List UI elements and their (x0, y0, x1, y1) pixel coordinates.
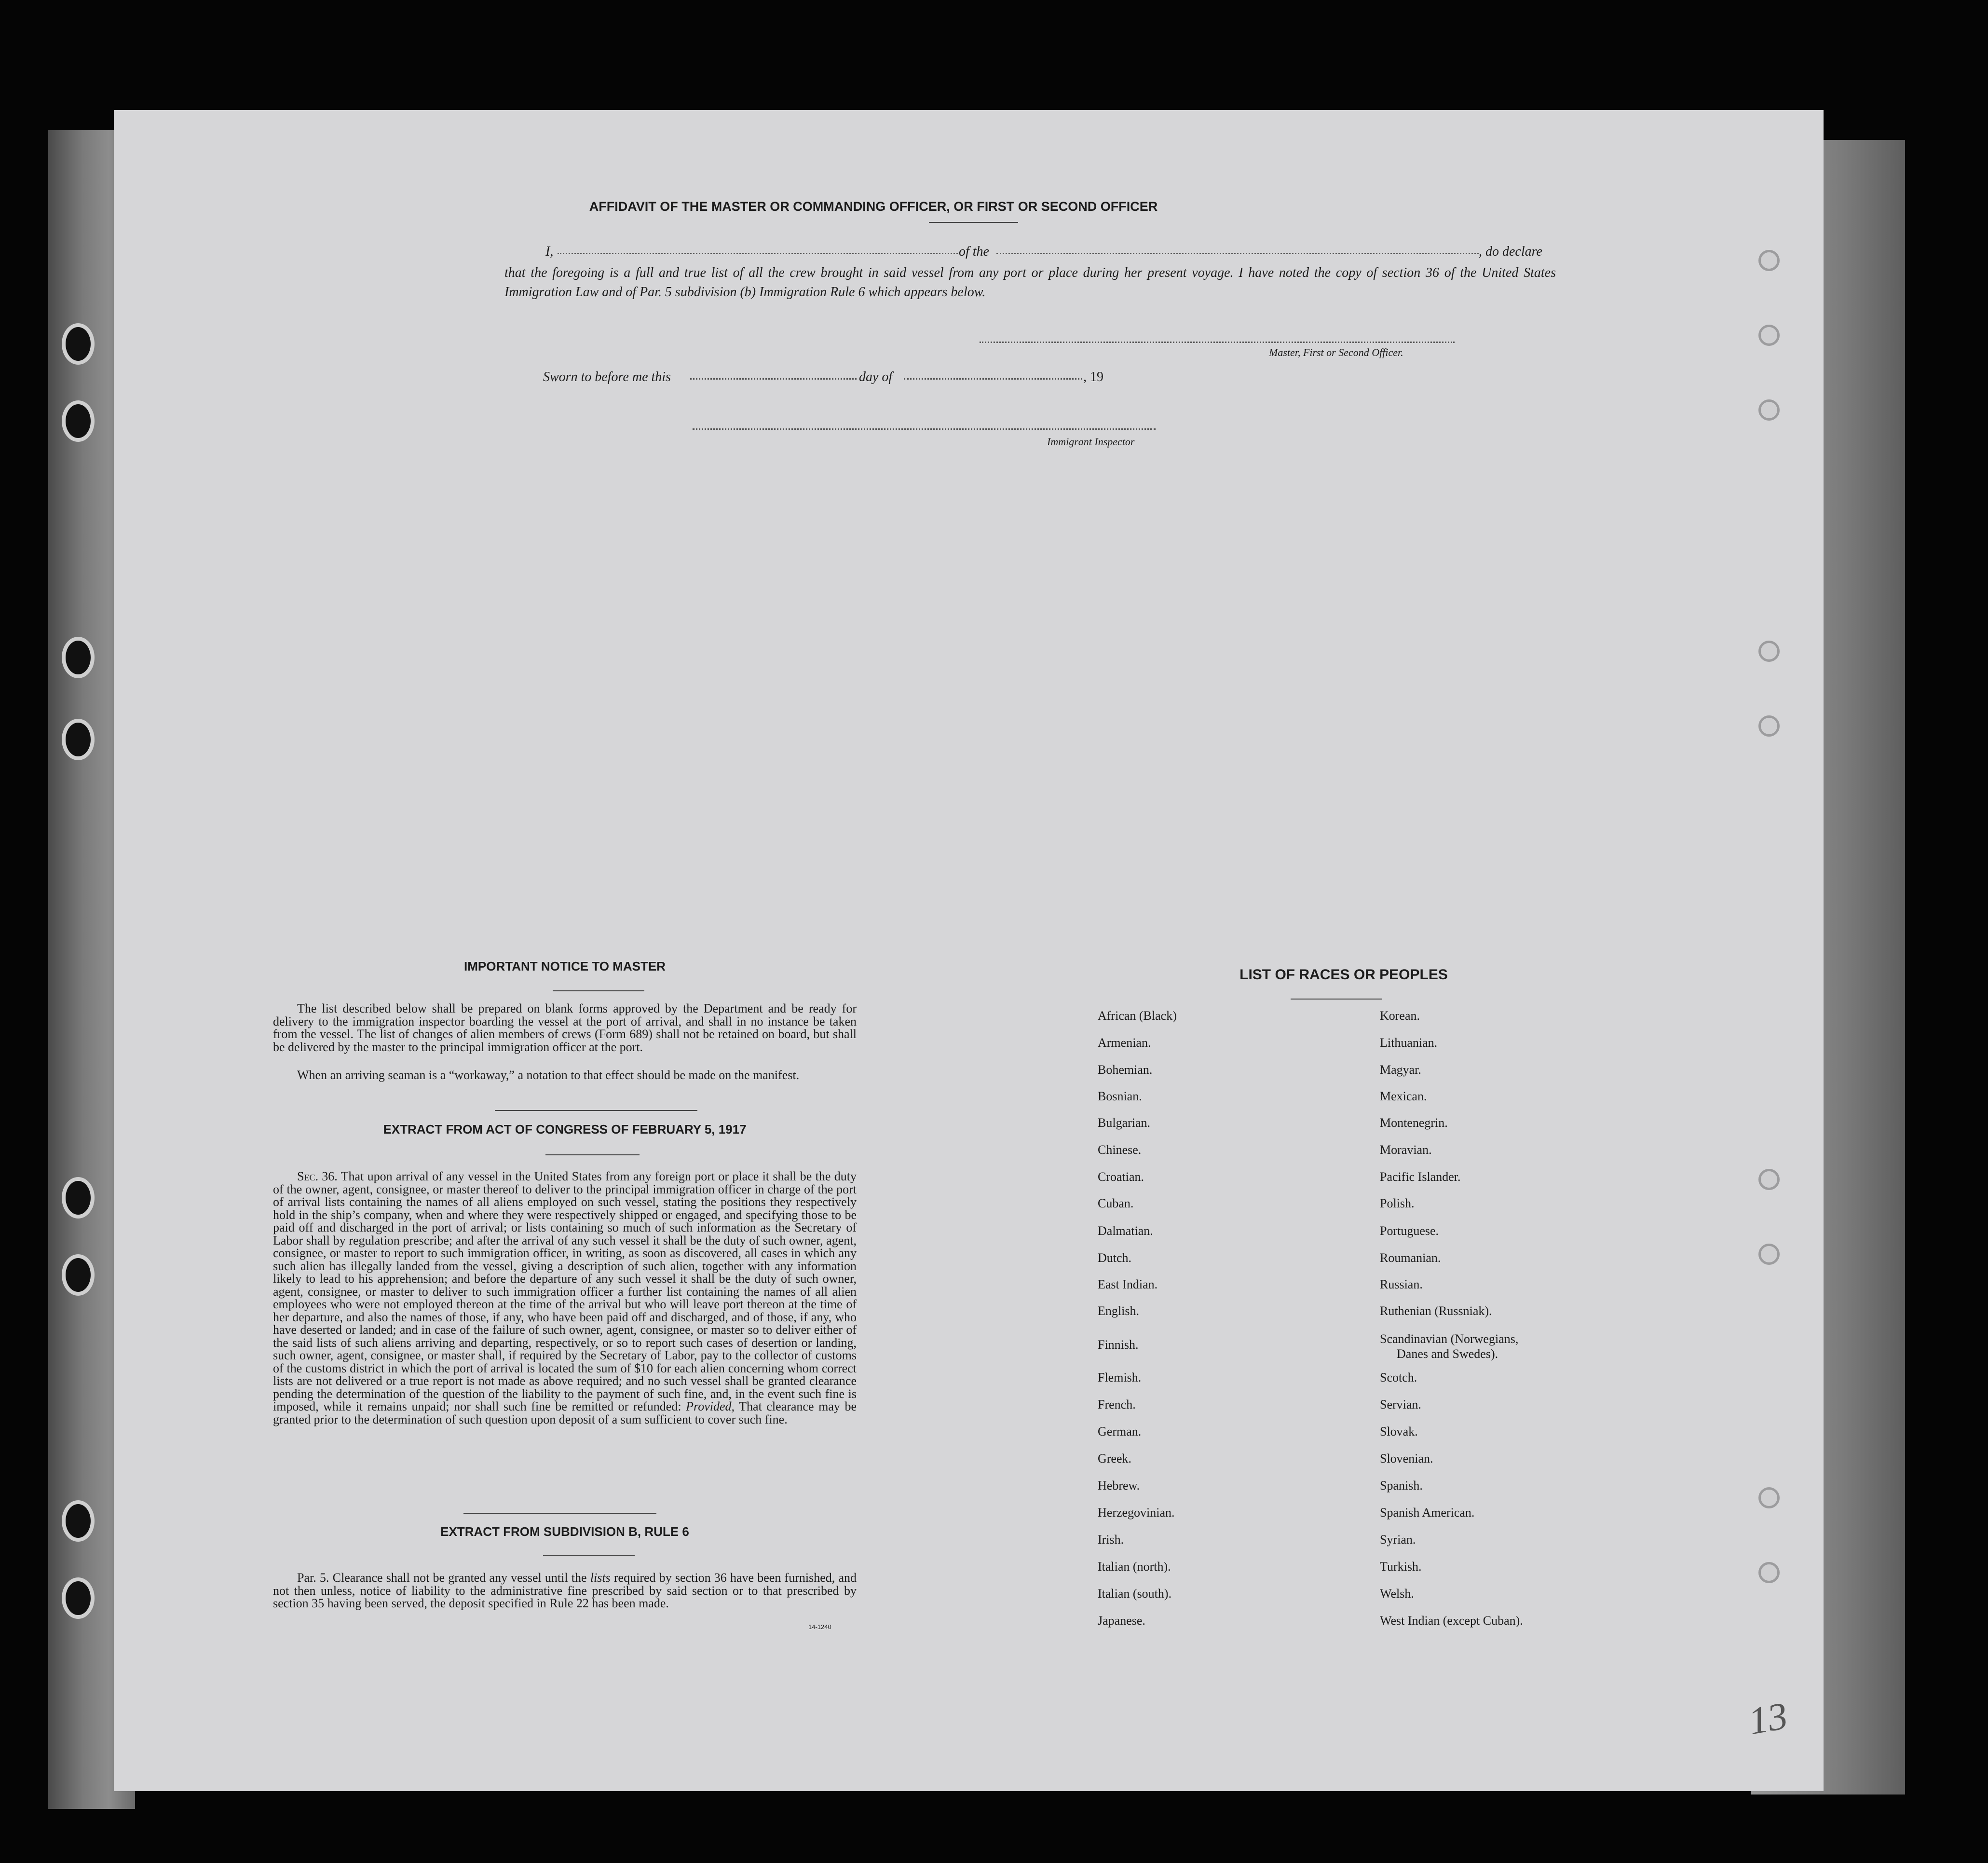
punch-hole (1758, 1562, 1780, 1583)
race-item: Servian. (1380, 1397, 1421, 1411)
notice-paragraph (273, 1002, 857, 1054)
punch-hole (1758, 399, 1780, 421)
divider (1291, 999, 1382, 1000)
race-item: Scotch. (1380, 1370, 1417, 1384)
race-item: Syrian. (1380, 1533, 1416, 1547)
margin-note: 13 (1745, 1694, 1791, 1743)
race-item: French. (1098, 1397, 1136, 1411)
sworn-day-field[interactable] (690, 378, 857, 380)
race-item: Slovenian. (1380, 1452, 1433, 1466)
race-item: Roumanian. (1380, 1251, 1441, 1265)
race-item: Magyar. (1380, 1063, 1421, 1077)
master-caption: Master, First or Second Officer. (1269, 346, 1403, 358)
punch-hole (1758, 325, 1780, 346)
race-item: Dalmatian. (1098, 1224, 1153, 1238)
race-item: Cuban. (1098, 1196, 1134, 1210)
race-item: Finnish. (1098, 1338, 1139, 1352)
race-item: African (Black) (1098, 1009, 1177, 1023)
rule-text-b: required by section 36 have been furnished, and not then unless, notice of liability to the administrative fine prescribed by said section or to that prescribed by section 35 having been served, the deposit specified in Rule 22 has been made. (273, 1571, 857, 1610)
binder-hole (62, 637, 95, 678)
race-item: Italian (north). (1098, 1560, 1171, 1574)
race-item: Italian (south). (1098, 1587, 1172, 1601)
year-label: , 19 (1083, 370, 1103, 384)
inspector-caption: Immigrant Inspector (1047, 436, 1135, 448)
of-the-label: of the (959, 244, 989, 259)
affiant-name-field[interactable] (558, 253, 958, 254)
race-item: West Indian (except Cuban). (1380, 1614, 1523, 1628)
punch-hole (1758, 1169, 1780, 1190)
race-item: Japanese. (1098, 1614, 1145, 1628)
binder-hole (62, 1500, 95, 1542)
race-item: Russian. (1380, 1277, 1423, 1291)
divider (463, 1513, 656, 1514)
race-item: Herzegovinian. (1098, 1506, 1175, 1520)
affidavit-body: that the foregoing is a full and true list of all the crew brought in said vessel from any port or place during her present voyage. I have noted the copy of section 36 of the United States Immigration Law and of Par. 5 subdivision (b) Immigration Rule 6 which appears below. (504, 265, 1556, 300)
race-item: Turkish. (1380, 1560, 1422, 1574)
race-item: German. (1098, 1425, 1142, 1438)
race-item: Chinese. (1098, 1143, 1142, 1157)
master-signature-field[interactable] (980, 342, 1455, 343)
race-item: Moravian. (1380, 1143, 1432, 1157)
race-item: Ruthenian (Russniak). (1380, 1304, 1492, 1318)
affidavit-title: AFFIDAVIT OF THE MASTER OR COMMANDING OFFICER, OR FIRST OR SECOND OFFICER (589, 199, 1158, 214)
punch-hole (1758, 1244, 1780, 1265)
notice-text-2: When an arriving seaman is a “workaway,” a notation to that effect should be made on the manifest. (297, 1068, 800, 1082)
divider (553, 990, 644, 991)
inspector-signature-field[interactable] (693, 428, 1156, 430)
race-item: Flemish. (1098, 1370, 1142, 1384)
divider (929, 222, 1018, 223)
day-of-label: day of (859, 370, 893, 384)
race-item: Mexican. (1380, 1089, 1427, 1103)
punch-hole (1758, 250, 1780, 271)
sworn-label: Sworn to before me this (543, 370, 671, 384)
print-code: 14-1240 (808, 1623, 831, 1630)
race-item: Scandinavian (Norwegians, (1380, 1332, 1519, 1346)
rule-extract-title: EXTRACT FROM SUBDIVISION B, RULE 6 (440, 1524, 689, 1539)
act-extract-title: EXTRACT FROM ACT OF CONGRESS OF FEBRUARY 5, 1917 (383, 1122, 747, 1137)
race-item: Bulgarian. (1098, 1116, 1151, 1130)
binder-hole (62, 1577, 95, 1619)
race-item: Slovak. (1380, 1425, 1418, 1438)
race-item: Armenian. (1098, 1036, 1151, 1050)
race-item: Portuguese. (1380, 1224, 1439, 1238)
race-item: Irish. (1098, 1533, 1124, 1547)
race-item: Lithuanian. (1380, 1036, 1438, 1050)
races-title: LIST OF RACES OR PEOPLES (1239, 967, 1448, 983)
race-item: Greek. (1098, 1452, 1132, 1466)
notice-title: IMPORTANT NOTICE TO MASTER (464, 959, 666, 973)
race-item: Bohemian. (1098, 1063, 1153, 1077)
lists-word: lists (590, 1571, 611, 1585)
binder-hole (62, 1254, 95, 1296)
act-extract-text (273, 1170, 857, 1426)
race-item: Bosnian. (1098, 1089, 1142, 1103)
rule-extract-text (273, 1572, 857, 1610)
binder-hole (62, 719, 95, 760)
binder-hole (62, 400, 95, 442)
race-item-continuation: Danes and Swedes). (1397, 1347, 1498, 1361)
notice-paragraph (273, 1069, 857, 1082)
race-item: English. (1098, 1304, 1139, 1318)
race-item: Hebrew. (1098, 1479, 1140, 1493)
act-text-b: That clearance may be granted prior to the determination of such question upon deposit of a sum sufficient to cover such fine. (273, 1399, 857, 1426)
race-item: Pacific Islander. (1380, 1170, 1461, 1184)
race-item: Welsh. (1380, 1587, 1414, 1601)
provided-word: Provided, (686, 1399, 735, 1413)
race-item: Dutch. (1098, 1251, 1132, 1265)
affiant-label: I, (545, 244, 554, 259)
race-item: Montenegrin. (1380, 1116, 1448, 1130)
punch-hole (1758, 641, 1780, 662)
vessel-name-field[interactable] (996, 253, 1479, 254)
rule-text-a: Par. 5. Clearance shall not be granted any vessel until the (297, 1571, 590, 1585)
race-item: Spanish. (1380, 1479, 1423, 1493)
act-text-a: That upon arrival of any vessel in the United States from any foreign port or place it shall be the duty of the owner, agent, consignee, or master thereof to deliver to the principal immigration officer in charge of the port of arrival lists containing the names of all aliens employed on such vessel, stating the positions they respectively hold in the ship’s company, when and where they were respectively shipped or engaged, and specifying those to be paid off and discharged in the port of arrival; or lists containing so much of such information as the Secretary of Labor shall by regulation prescribe; and after the arrival of any such vessel it shall be the duty of such owner, agent, consignee, or master to report to such immigration officer, in writing, as soon as discovered, all cases in which any such alien has illegally landed from the vessel, giving a description of such alien, together with any information likely to lead to his apprehension; and before the departure of any such vessel it shall be the duty of such owner, agent, consignee, or master to deliver to such immigration officer a further list containing the names of all alien employees who were not employed thereon at the time of the arrival but who will leave port thereon at the time of her departure, and also the names of those, if any, who have been paid off and discharged, and of those, if any, who have deserted or landed; and in case of the failure of such owner, agent, consignee, or master so to deliver either of the said lists of such aliens arriving and departing, respectively, or so to report such cases of desertion or landing, such owner, agent, consignee, or master shall, if required by the Secretary of Labor, pay to the collector of customs of the customs district in which the port of arrival is located the sum of $10 for each alien concerning whom correct lists are not delivered or a true report is not made as above required; and no such vessel shall be granted clearance pending the determination of the question of the liability to the payment of such fine, and, in the event such fine is imposed, while it remains unpaid; nor shall such fine be remitted or refunded: (273, 1169, 857, 1413)
punch-hole (1758, 1487, 1780, 1508)
race-item: East Indian. (1098, 1277, 1158, 1291)
binder-hole (62, 323, 95, 365)
punch-hole (1758, 715, 1780, 737)
do-declare-label: , do declare (1479, 244, 1542, 259)
divider (545, 1154, 640, 1155)
sworn-month-field[interactable] (904, 378, 1082, 380)
race-item: Spanish American. (1380, 1506, 1475, 1520)
race-item: Croatian. (1098, 1170, 1144, 1184)
section-label: Sec. 36. (297, 1169, 338, 1183)
race-item: Polish. (1380, 1196, 1415, 1210)
divider (495, 1110, 697, 1111)
divider (543, 1555, 635, 1556)
manifest-page (114, 110, 1824, 1791)
race-item: Korean. (1380, 1009, 1420, 1023)
binder-hole (62, 1177, 95, 1219)
notice-text-1: The list described below shall be prepared on blank forms approved by the Department and be ready for delivery to the immigration inspector boarding the vessel at the port of arrival, and shall in no instance be taken from the vessel. The list of changes of alien members of crews (Form 689) shall not be retained on board, but shall be delivered by the master to the principal immigration officer at the port. (273, 1001, 857, 1054)
